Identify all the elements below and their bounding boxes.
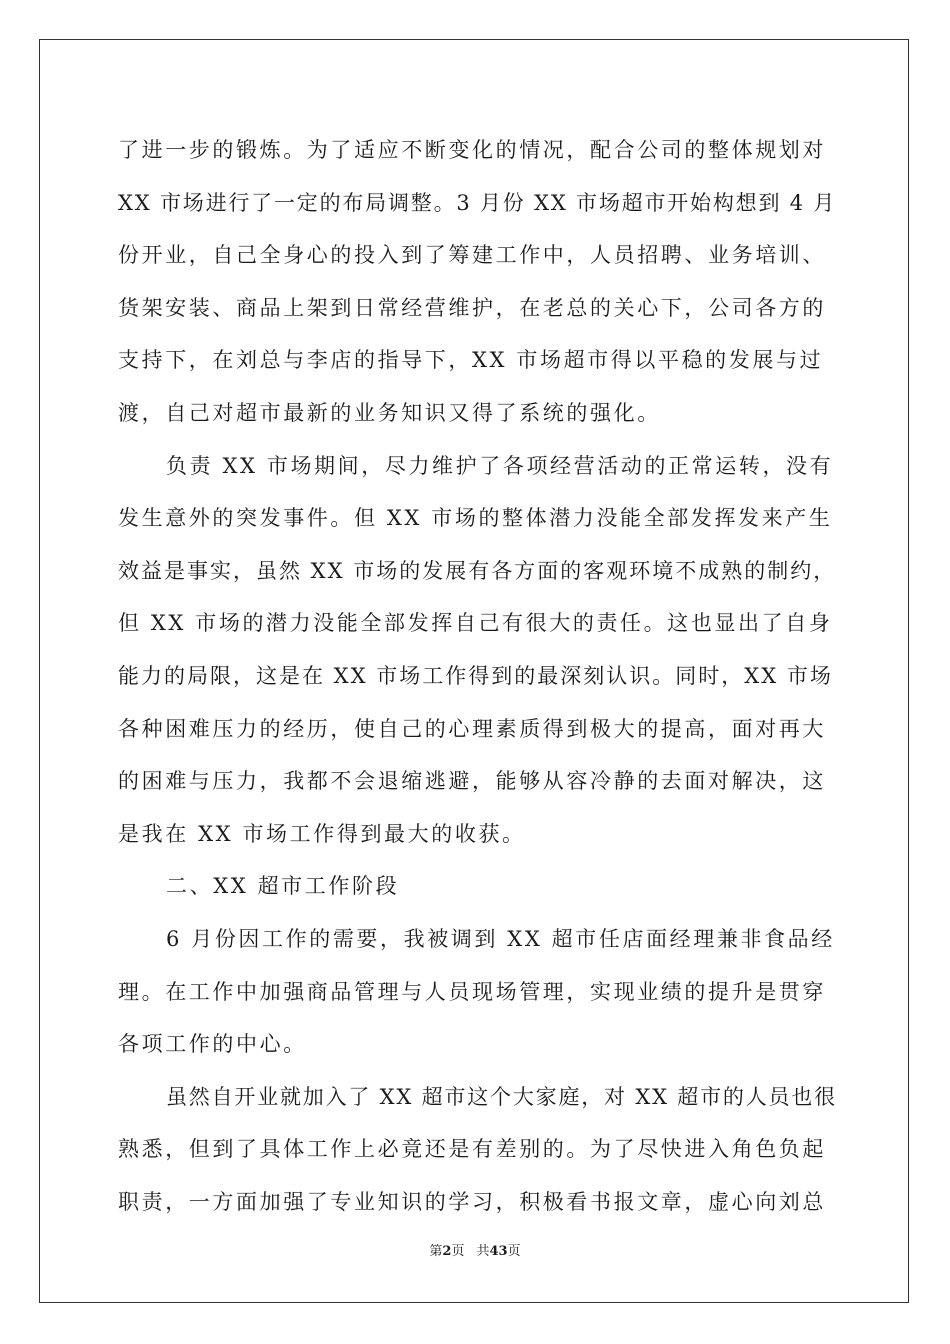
text-line: 份开业，自己全身心的投入到了筹建工作中，人员招聘、业务培训、 (118, 243, 826, 268)
current-page-number: 2 (442, 1244, 452, 1259)
text-line: 效益是事实，虽然 XX 市场的发展有各方面的客观环境不成熟的制约， (118, 558, 837, 583)
text-line: 货架安装、商品上架到日常经营维护，在老总的关心下，公司各方的 (118, 295, 826, 320)
text-line: 熟悉，但到了具体工作上必竟还是有差别的。为了尽快进入角色负起 (118, 1137, 826, 1162)
text-line: 了进一步的锻炼。为了适应不断变化的情况，配合公司的整体规划对 (118, 138, 826, 162)
text-line: 的困难与压力，我都不会退缩逃避，能够从容冷静的去面对解决，这 (118, 769, 826, 794)
page-footer (0, 1240, 950, 1259)
text-line: 6 月份因工作的需要，我被调到 XX 超市任店面经理兼非食品经 (166, 926, 835, 951)
text-line: 负责 XX 市场期间，尽力维护了各项经营活动的正常运转，没有 (166, 453, 834, 478)
footer-page-suffix: 页 (451, 1244, 465, 1259)
text-line: 支持下，在刘总与李店的指导下，XX 市场超市得以平稳的发展与过 (118, 348, 824, 373)
text-line: 理。在工作中加强商品管理与人员现场管理，实现业绩的提升是贯穿 (118, 979, 826, 1004)
text-line: 各项工作的中心。 (118, 1032, 307, 1057)
text-line: XX 市场进行了一定的布局调整。3 月份 XX 市场超市开始构想到 4 月 (118, 190, 837, 215)
text-line: 发生意外的突发事件。但 XX 市场的整体潜力没能全部发挥发来产生 (118, 506, 833, 531)
text-line: 能力的局限，这是在 XX 市场工作得到的最深刻认识。同时，XX 市场 (118, 663, 833, 688)
text-line: 职责，一方面加强了专业知识的学习，积极看书报文章，虚心向刘总 (118, 1189, 826, 1214)
text-line: 各种困难压力的经历，使自己的心理素质得到极大的提高，面对再大 (118, 716, 826, 741)
text-line: 二、XX 超市工作阶段 (166, 874, 400, 899)
text-line: 但 XX 市场的潜力没能全部发挥自己有很大的责任。这也显出了自身 (118, 611, 833, 636)
total-page-count: 43 (489, 1244, 508, 1259)
text-line: 渡，自己对超市最新的业务知识又得了系统的强化。 (118, 400, 661, 425)
footer-prefix: 第 (429, 1244, 443, 1259)
text-line: 虽然自开业就加入了 XX 超市这个大家庭，对 XX 超市的人员也很 (166, 1084, 837, 1109)
footer-total-suffix: 页 (507, 1244, 521, 1259)
text-line: 是我在 XX 市场工作得到最大的收获。 (118, 821, 526, 846)
document-body (118, 124, 838, 1228)
footer-total-prefix: 共 (476, 1244, 490, 1259)
